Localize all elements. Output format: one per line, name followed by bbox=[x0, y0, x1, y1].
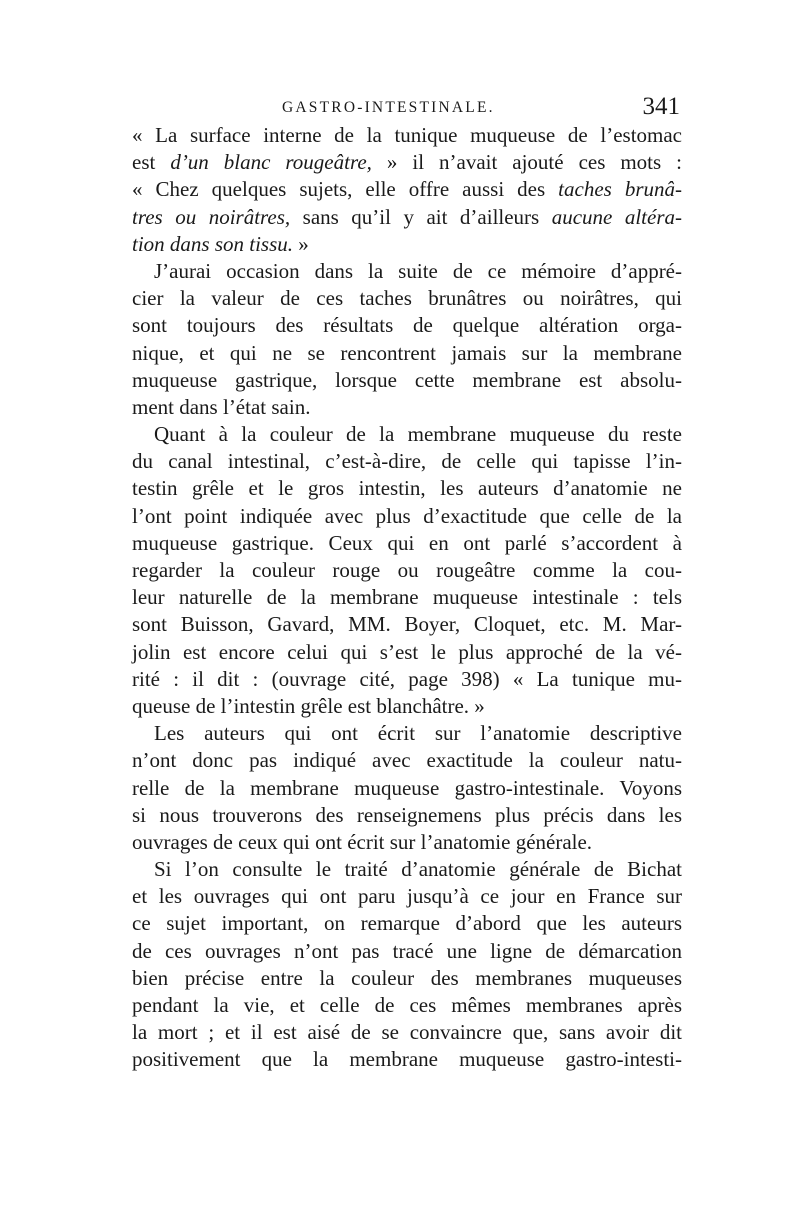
text-segment: regarder la couleur rouge ou rougeâtre comme la cou- bbox=[132, 558, 682, 582]
text-segment: ce sujet important, on remarque d’abord que les auteurs bbox=[132, 911, 682, 936]
text-line bbox=[132, 802, 682, 829]
text-line bbox=[132, 910, 682, 937]
text-segment: cier la valeur de ces taches brunâtres ou noirâtres, qui bbox=[132, 286, 682, 311]
italic-text-segment: d’un blanc rougeâtre, bbox=[170, 150, 372, 175]
text-segment: Les auteurs qui ont écrit sur l’anatomie descriptive bbox=[154, 721, 682, 746]
text-line bbox=[132, 122, 682, 149]
text-segment: la mort ; et il est aisé de se convaincre que, sans avoir dit bbox=[132, 1020, 682, 1045]
text-segment: « La surface interne de la tunique muqueuse de l’estomac bbox=[132, 123, 682, 147]
running-head: GASTRO-INTESTINALE. bbox=[282, 99, 495, 116]
text-segment: nique, et qui ne se rencontrent jamais sur la membrane bbox=[132, 340, 682, 365]
text-segment: testin grêle et le gros intestin, les auteurs d’anatomie ne bbox=[132, 476, 682, 501]
text-segment: J’aurai occasion dans la suite de ce mémoire d’appré- bbox=[154, 258, 682, 283]
text-line bbox=[132, 340, 682, 367]
text-line bbox=[132, 421, 682, 448]
page-number: 341 bbox=[642, 93, 680, 120]
text-segment: sans qu’il y ait d’ailleurs bbox=[290, 204, 552, 229]
text-line bbox=[132, 149, 682, 176]
text-line bbox=[132, 503, 682, 530]
text-line bbox=[132, 231, 682, 258]
text-segment: ouvrages de ceux qui ont écrit sur l’anatomie générale. bbox=[132, 829, 593, 854]
text-line bbox=[132, 258, 682, 285]
page-header bbox=[132, 93, 682, 123]
text-segment: leur naturelle de la membrane muqueuse intestinale : tels bbox=[132, 585, 682, 610]
text-segment: sont toujours des résultats de quelque altération orga- bbox=[132, 313, 682, 338]
text-line bbox=[132, 883, 682, 910]
text-segment: » il n’avait ajouté ces mots : bbox=[371, 150, 682, 175]
text-segment: et les ouvrages qui ont paru jusqu’à ce jour en France sur bbox=[132, 884, 682, 909]
text-segment: relle de la membrane muqueuse gastro-intestinale. Voyons bbox=[132, 775, 682, 800]
text-line bbox=[132, 584, 682, 611]
text-line bbox=[132, 829, 682, 856]
text-segment: jolin est encore celui qui s’est le plus approché de la vé- bbox=[132, 639, 682, 664]
text-line bbox=[132, 639, 682, 666]
text-segment: l’ont point indiquée avec plus d’exactitude que celle de la bbox=[132, 503, 682, 528]
text-segment: sont Buisson, Gavard, MM. Boyer, Cloquet, etc. M. Mar- bbox=[132, 612, 682, 637]
text-segment: du canal intestinal, c’est-à-dire, de celle qui tapisse l’in- bbox=[132, 449, 682, 474]
text-segment: bien précise entre la couleur des membranes muqueuses bbox=[132, 965, 682, 990]
text-line bbox=[132, 1019, 682, 1046]
text-segment: Si l’on consulte le traité d’anatomie générale de Bichat bbox=[154, 857, 682, 882]
text-line bbox=[132, 312, 682, 339]
text-segment: « Chez quelques sujets, elle offre aussi des bbox=[132, 177, 559, 202]
text-segment: Quant à la couleur de la membrane muqueuse du reste bbox=[154, 422, 682, 447]
text-line bbox=[132, 693, 682, 720]
text-segment: est bbox=[132, 150, 171, 175]
italic-text-segment: tion dans son tissu. bbox=[132, 231, 294, 256]
text-segment: ment dans l’état sain. bbox=[132, 394, 311, 419]
text-line bbox=[132, 285, 682, 312]
text-line bbox=[132, 448, 682, 475]
text-segment: n’ont donc pas indiqué avec exactitude la couleur natu- bbox=[132, 748, 682, 773]
text-line bbox=[132, 394, 682, 421]
text-line bbox=[132, 176, 682, 203]
italic-text-segment: aucune altéra- bbox=[551, 204, 683, 229]
text-line bbox=[132, 530, 682, 557]
text-line bbox=[132, 938, 682, 965]
italic-text-segment: taches brunâ- bbox=[558, 177, 682, 202]
text-segment: si nous trouverons des renseignemens plus précis dans les bbox=[132, 802, 682, 827]
text-segment: » bbox=[293, 231, 309, 256]
italic-text-segment: tres ou noirâtres, bbox=[132, 204, 291, 229]
text-line bbox=[132, 666, 682, 693]
text-segment: rité : il dit : (ouvrage cité, page 398) « La tunique mu- bbox=[132, 666, 682, 691]
text-segment: muqueuse gastrique. Ceux qui en ont parlé s’accordent à bbox=[132, 530, 682, 555]
text-segment: queuse de l’intestin grêle est blanchâtre. » bbox=[132, 693, 485, 718]
text-line bbox=[132, 992, 682, 1019]
text-segment: pendant la vie, et celle de ces mêmes membranes après bbox=[132, 993, 682, 1017]
text-segment: de ces ouvrages n’ont pas tracé une ligne de démarcation bbox=[132, 938, 682, 963]
text-line bbox=[132, 1046, 682, 1073]
text-line bbox=[132, 856, 682, 883]
body-text bbox=[132, 122, 682, 1074]
text-line bbox=[132, 475, 682, 502]
text-line bbox=[132, 720, 682, 747]
text-segment: positivement que la membrane muqueuse gastro-intesti- bbox=[132, 1047, 682, 1072]
text-line bbox=[132, 775, 682, 802]
text-line bbox=[132, 557, 682, 584]
text-line bbox=[132, 204, 682, 231]
text-line bbox=[132, 965, 682, 992]
text-line bbox=[132, 611, 682, 638]
text-line bbox=[132, 747, 682, 774]
text-line bbox=[132, 367, 682, 394]
text-segment: muqueuse gastrique, lorsque cette membrane est absolu- bbox=[132, 367, 682, 392]
